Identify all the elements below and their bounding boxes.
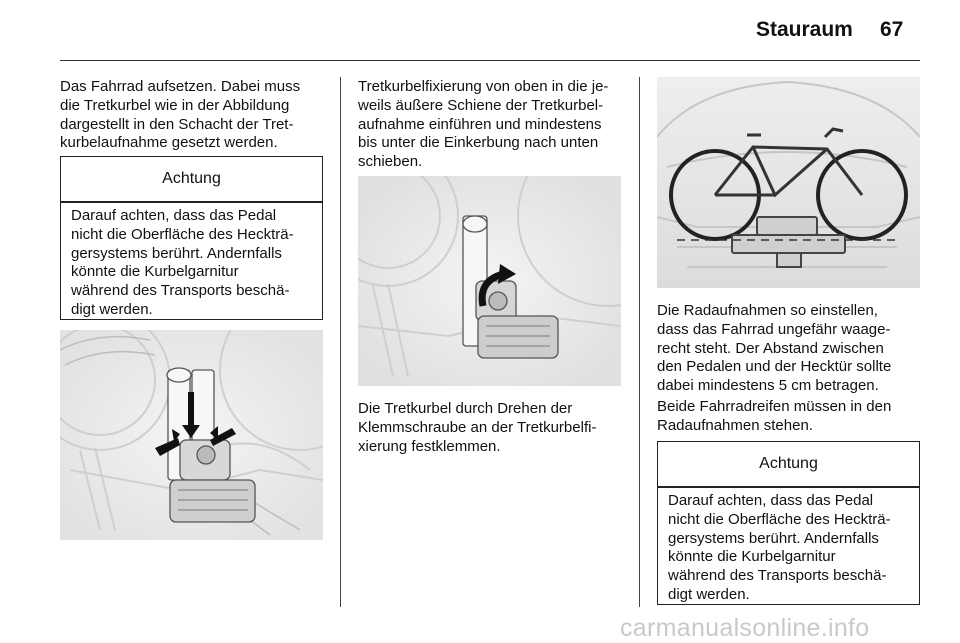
text-line: Die Radaufnahmen so einstellen,	[657, 302, 878, 319]
text-line: Darauf achten, dass das Pedal	[71, 207, 277, 224]
text-line: Klemmschraube an der Tretkurbelfi-	[358, 418, 597, 436]
text-line: weils äußere Schiene der Tretkurbel-	[358, 96, 604, 114]
warning-title: Achtung	[162, 170, 221, 187]
text-line: aufnahme einführen und mindestens	[358, 115, 602, 133]
bike-on-carrier-illustration	[657, 77, 920, 288]
text-line: kurbelaufnahme gesetzt werden.	[60, 134, 278, 152]
column2-after-figure	[358, 400, 596, 456]
column3-para1	[657, 302, 891, 396]
text-line: Das Fahrrad aufsetzen. Dabei muss	[60, 78, 301, 95]
warning-divider	[61, 201, 322, 203]
column1-intro	[60, 78, 300, 153]
text-line: könnte die Kurbelgarnitur	[668, 548, 836, 566]
text-line: Beide Fahrradreifen müssen in den	[657, 398, 892, 415]
text-line: könnte die Kurbelgarnitur	[71, 263, 239, 281]
text-line: nicht die Oberfläche des Heckträ-	[668, 510, 891, 528]
column3-para2	[657, 398, 891, 436]
warning-text	[71, 207, 294, 320]
text-line: während des Transports beschä-	[668, 567, 887, 585]
column2-intro	[358, 78, 608, 172]
text-line: den Pedalen und der Hecktür sollte	[657, 358, 892, 376]
watermark: carmanualsonline.info	[620, 614, 870, 642]
text-line: Tretkurbelfixierung von oben in die je-	[358, 78, 609, 95]
page-header	[0, 0, 960, 62]
column-divider-1	[340, 77, 341, 607]
crank-insertion-illustration	[60, 330, 323, 540]
text-line: recht steht. Der Abstand zwischen	[657, 339, 884, 357]
text-line: dass das Fahrrad ungefähr waage-	[657, 320, 891, 338]
text-line: dabei mindestens 5 cm betragen.	[657, 377, 879, 395]
warning-text	[668, 492, 891, 605]
warning-box-2	[657, 441, 920, 605]
page-number: 67	[880, 18, 904, 41]
text-line: digt werden.	[71, 300, 153, 318]
text-line: Die Tretkurbel durch Drehen der	[358, 400, 573, 417]
text-line: xierung festklemmen.	[358, 437, 501, 455]
text-line: schieben.	[358, 153, 423, 171]
section-title: Stauraum	[756, 18, 853, 41]
header-rule	[60, 60, 920, 61]
text-line: digt werden.	[668, 585, 750, 603]
text-line: gersystems berührt. Andernfalls	[71, 244, 282, 262]
text-line: die Tretkurbel wie in der Abbildung	[60, 96, 290, 114]
column-divider-2	[639, 77, 640, 607]
crank-fixation-illustration	[358, 176, 621, 386]
text-line: dargestellt in den Schacht der Tret-	[60, 115, 294, 133]
warning-box-1	[60, 156, 323, 320]
text-line: Darauf achten, dass das Pedal	[668, 492, 874, 509]
text-line: nicht die Oberfläche des Heckträ-	[71, 225, 294, 243]
text-line: bis unter die Einkerbung nach unten	[358, 134, 599, 152]
text-line: gersystems berührt. Andernfalls	[668, 529, 879, 547]
warning-title: Achtung	[759, 455, 818, 472]
text-line: während des Transports beschä-	[71, 282, 290, 300]
text-line: Radaufnahmen stehen.	[657, 416, 813, 434]
warning-divider	[658, 486, 919, 488]
